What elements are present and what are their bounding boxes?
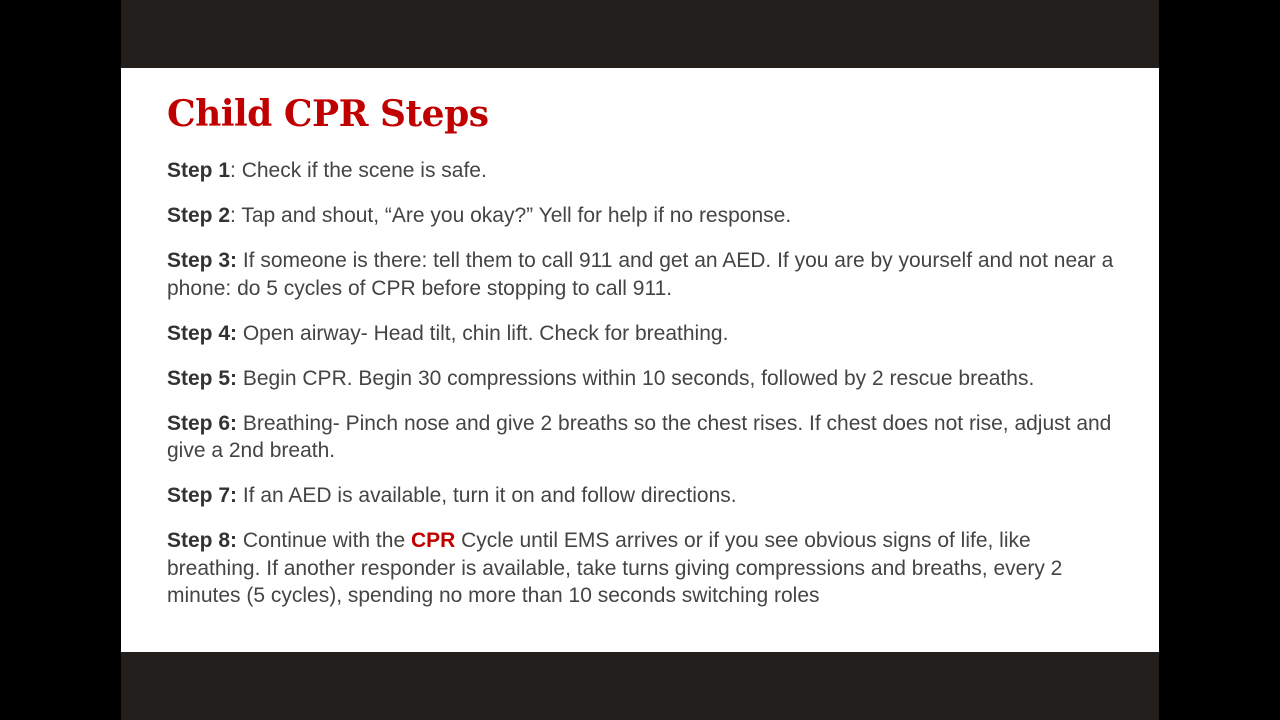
step-item (167, 365, 1117, 393)
step-item (167, 527, 1117, 610)
step-text: Continue with the (237, 529, 411, 552)
step-label: Step 8: (167, 529, 238, 552)
letterbox-right (1159, 0, 1280, 720)
step-text: Breathing- Pinch nose and give 2 breaths so the chest rises. If chest does not rise, adjust and give a 2nd breath. (167, 411, 1112, 462)
step-label: Step 3: (167, 249, 238, 272)
step-text: Open airway- Head tilt, chin lift. Check for breathing. (237, 321, 729, 345)
step-text: If someone is there: tell them to call 911 and get an AED. If you are by yourself and not near a phone: do 5 cycles of CPR before stopping to call 911. (167, 249, 1114, 300)
letterbox-bottom (121, 652, 1159, 720)
step-item (167, 157, 1117, 185)
step-label: Step 5: (167, 366, 238, 390)
step-item (167, 247, 1117, 302)
letterbox-top (121, 0, 1159, 68)
steps-list (167, 157, 1117, 627)
cpr-highlight: CPR (410, 529, 456, 552)
step-item (167, 482, 1117, 510)
step-text: Begin CPR. Begin 30 compressions within 10 seconds, followed by 2 rescue breaths. (237, 366, 1035, 390)
step-item (167, 320, 1117, 348)
step-text: : Check if the scene is safe. (230, 159, 487, 182)
step-item (167, 410, 1117, 465)
step-text: If an AED is available, turn it on and follow directions. (237, 484, 737, 507)
step-label: Step 2 (167, 204, 231, 227)
letterbox-left (0, 0, 121, 720)
step-label: Step 6: (167, 411, 238, 435)
step-text: : Tap and shout, “Are you okay?” Yell for help if no response. (230, 204, 792, 227)
step-label: Step 1 (167, 159, 231, 182)
slide-title: Child CPR Steps (167, 93, 489, 135)
step-item (167, 202, 1117, 230)
step-text: Cycle until EMS arrives or if you see obvious signs of life, like breathing. If another responder is available, take turns giving compressions and breaths, every 2 minutes (5 cycles), spending no more than 10 seconds switching roles (167, 529, 1063, 607)
step-label: Step 4: (167, 321, 238, 345)
step-label: Step 7: (167, 484, 238, 507)
slide (121, 68, 1159, 652)
